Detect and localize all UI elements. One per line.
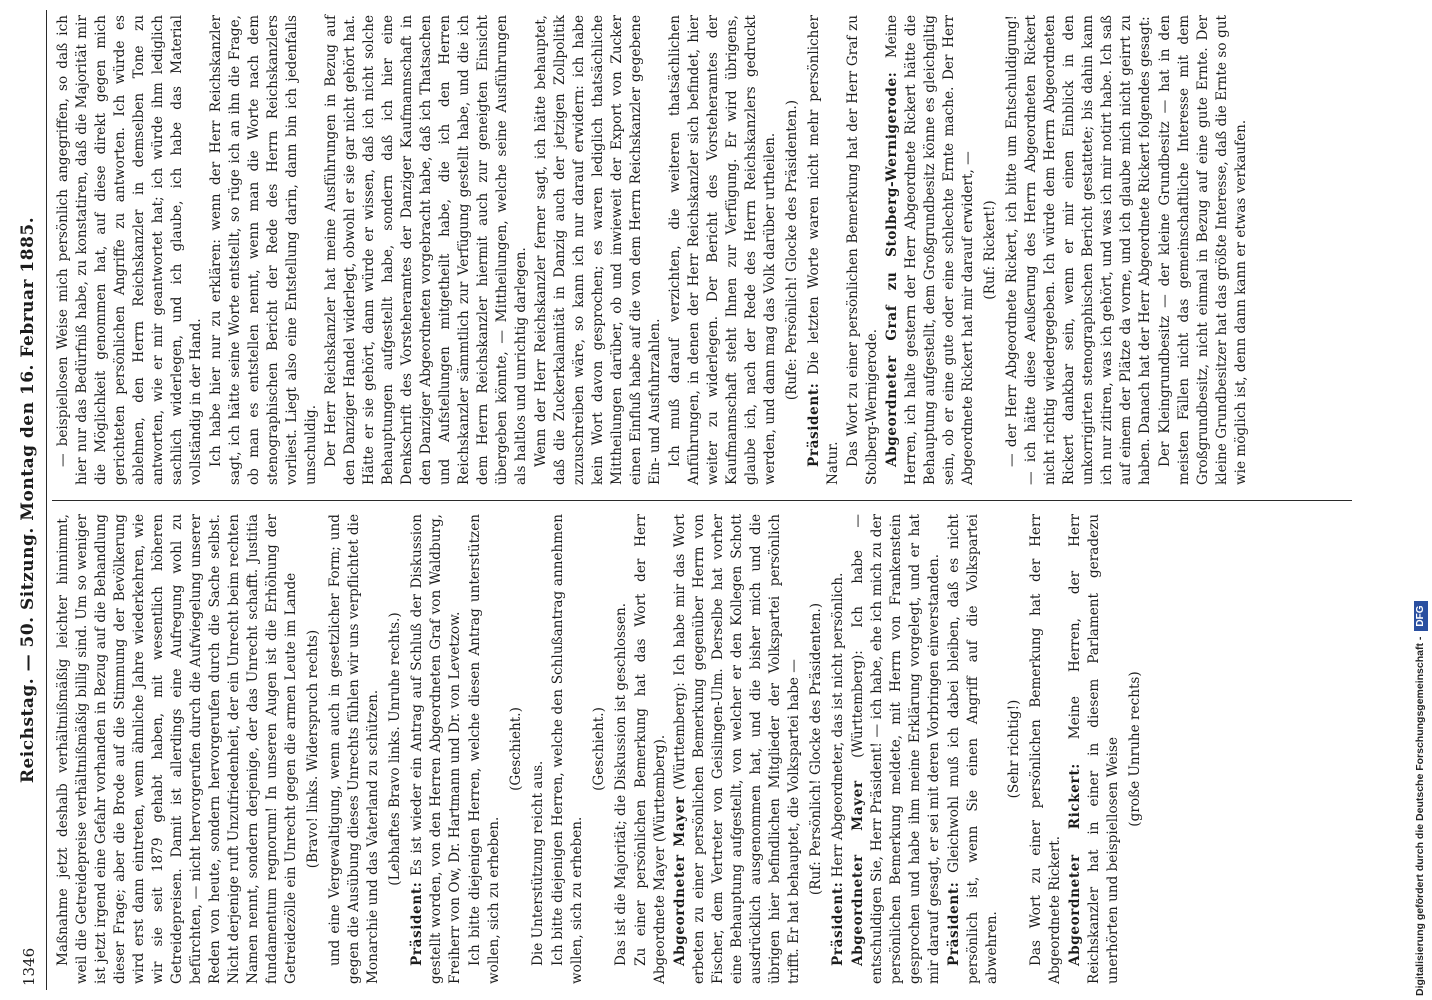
speech-paragraph xyxy=(945,514,1002,984)
digitization-text: Digitalisierung gefördert durch die Deutsche Forschungsgemeinschaft - xyxy=(1414,636,1426,996)
speech-paragraph xyxy=(671,514,804,984)
digitization-strip xyxy=(1410,0,1432,1000)
digitization-notice xyxy=(1414,602,1428,997)
speaker-name: Abgeordneter Graf zu Stolberg-Wernigerode: xyxy=(884,71,900,467)
right-column xyxy=(54,15,1252,485)
speaker-name: Abgeordneter Rickert: xyxy=(1067,763,1083,966)
text-paragraph: Der Herr Reichskanzler hat meine Ausführungen in Bezug auf den Danziger Handel widerlegt, obwohl er sie gar nicht gehört hat. Hätte er sie gehört, dann würde er wissen, daß ich nicht solche Behauptungen aufgestellt habe, sondern daß ich hier eine Denkschrift des Vorsteheramtes der Danziger Kaufmannschaft in den Danziger Abgeordneten vorgebracht habe, daß ich Thatsachen und Aufstellungen mitgetheilt habe, die ich den Herren Reichskanzler sämmtlich zur Verfügung gestellt habe, und die ich dem Herrn Reichskanzler hiermit auch zur geneigten Einsicht übergeben könnte, — Mittheilungen, welche seine Ausführungen als haltlos und unrichtig darlegen. xyxy=(323,15,529,485)
text-paragraph: Ich bitte diejenigen Herren, welche diesen Antrag unterstützen wollen, sich zu erheben. xyxy=(467,514,502,984)
text-paragraph: Maßnahme jetzt deshalb verhältnißmäßig leichter hinnimmt, weil die Getreidepreise verhältnißmäßig billig sind. Um so weniger ist jetzt irgend eine Gefahr vorhanden in Bezug auf die Behandlung dieser Frage; aber die Brode auf die Stimmung der Bevölkerung wird erst dann eintreten, wenn ähnliche Jahre wiederkehren, wie wir sie seit 1879 gehabt haben, mit wesentlich höheren Getreidepreisen. Damit ist allerdings eine Aufregung wohl zu befürchten, — nicht hervorgerufen durch die Aufwiegelung unserer Reden von heute, sondern hervorgerufen durch die Sache selbst. Nicht derjenige ruft Unzufriedenheit, der ein Unrecht beim rechten Namen nennt, sondern derjenige, der das Unrecht schafft. Justitia fundamentum regnorum! In unseren Augen ist die Erhöhung der Getreidezölle ein Unrecht gegen die armen Leute im Lande xyxy=(55,514,299,984)
stage-direction: (Sehr richtig!) xyxy=(1006,699,1022,799)
rotated-document-page xyxy=(8,10,1398,990)
text-paragraph: Zu einer persönlichen Bemerkung hat das Wort der Herr Abgeordnete Mayer (Württemberg). xyxy=(633,514,668,984)
speaker-name: Abgeordneter Mayer xyxy=(672,796,688,966)
text-paragraph: Das Wort zu einer persönlichen Bemerkung hat der Herr Abgeordnete Rickert. xyxy=(1028,514,1063,984)
stage-direction: (große Unruhe rechts) xyxy=(1127,671,1143,827)
column-divider xyxy=(52,500,1352,501)
stage-direction: (Rufe: Persönlich! Glocke des Präsidenten.) xyxy=(784,99,800,401)
speech-paragraph xyxy=(883,15,978,485)
text-paragraph: Ich habe hier nur zu erklären: wenn der Herr Reichskanzler sagt, ich hätte seine Worte entstellt, so rüge ich an ihn die Frage, ob man es entstellen nennt, wenn man die Worte nach dem stenographischen Bericht der Rede des Herrn Reichskanzlers vorliest. Liegt also eine Entstellung darin, dann bin ich jedenfalls unschuldig. xyxy=(208,15,319,485)
text-paragraph: — der Herr Abgeordnete Rickert, ich bitte um Entschuldigung! — ich hätte diese Aeußerung des Herrn Abgeordneten Rickert nicht richtig wiedergegeben. Ich würde dem Herrn Abgeordneten Rickert dankbar sein, wenn er mir einen Einblick in den unkorrigirten stenographischen Bericht gestattete; bis dahin kann ich nur zitiren, was ich gehört, und was ich mir notirt habe. Ich saß auf einem der Plätze da vorne, und ich glaube mich nicht geirrt zu haben. Danach hat der Herr Abgeordnete Rickert folgendes gesagt: xyxy=(1004,15,1153,485)
text-paragraph: Das Wort zu einer persönlichen Bemerkung hat der Herr Graf zu Stolberg-Wernigerode. xyxy=(845,15,880,485)
dfg-logo: DFG xyxy=(1414,602,1428,631)
speaker-name: Präsident: xyxy=(409,881,425,966)
speech-text: Meine Herren, der Herr Reichskanzler hat in einer in diesem Parlament geradezu unerhörten und beispiellosen Weise xyxy=(1067,514,1121,984)
speech-paragraph xyxy=(1066,514,1123,984)
page-number: 1346 xyxy=(20,947,38,986)
stage-direction: (Ruf: Rickert!) xyxy=(982,200,998,300)
page-header xyxy=(8,10,47,990)
speech-paragraph xyxy=(408,514,465,984)
speaker-name: Präsident: xyxy=(806,382,822,467)
speech-text: Es ist wieder ein Antrag auf Schluß der Diskussion gestellt worden, von den Herren Abgeordneten Graf von Waldburg, Freiherr von Ow, Dr. Hartmann und Dr. von Levetzow. xyxy=(409,514,463,984)
speech-text: Gleichwohl muß ich dabei bleiben, daß es nicht persönlich ist, wenn Sie einen Angriff auf die Volkspartei abwehren. xyxy=(946,514,1000,984)
speech-text: Die letzten Worte waren nicht mehr persönlicher Natur. xyxy=(806,15,841,485)
speaker-name: Präsident: xyxy=(830,881,846,966)
page-title: Reichstag. — 50. Sitzung. Montag den 16. Februar 1885. xyxy=(18,216,38,784)
speech-text: Herr Abgeordneter, das ist nicht persönlich. xyxy=(830,572,846,878)
speech-text: (Württemberg): Ich habe mir das Wort erbeten zu einer persönlichen Bemerkung gegenüber Herrn von Fischer, dem Vertreter von Geislingen-Ulm. Derselbe hat vorher eine Behauptung aufgestellt, von welcher er den Kollegen Schott ausdrücklich ausgenommen hat, und die bisher mich und die übrigen hier befindlichen Mitglieder der Volkspartei persönlich trifft. Er hat behauptet, die Volkspartei habe — xyxy=(672,514,802,984)
speech-paragraph xyxy=(805,15,843,485)
text-paragraph: Das ist die Majorität; die Diskussion ist geschlossen. xyxy=(613,602,629,966)
stage-direction: (Geschieht.) xyxy=(508,707,524,791)
stage-direction: (Geschieht.) xyxy=(591,707,607,791)
text-paragraph: Die Unterstützung reicht aus. xyxy=(530,760,546,966)
speaker-name: Abgeordneter Mayer xyxy=(850,780,866,966)
text-paragraph: — beispiellosen Weise mich persönlich angegriffen, so daß ich hier nur das Bedürfniß habe, zu konstatiren, daß die Majorität mir die Möglichkeit genommen hat, auf diese direkt gegen mich gerichteten persönlichen Angriffe zu antworten. Ich würde es ablehnen, den Herrn Reichskanzler in demselben Tone zu antworten, wie er mir geantwortet hat; ich würde ihm lediglich sachlich widerlegen, und ich glaube, ich habe das Material vollständig in der Hand. xyxy=(55,15,204,485)
text-paragraph: und eine Vergewaltigung, wenn auch in gesetzlicher Form; und gegen die Ausübung dieses Unrechts fühlen wir uns verpflichtet die Monarchie und das Vaterland zu schützen. xyxy=(327,514,381,984)
left-column xyxy=(54,514,1148,984)
stage-direction: (Lebhaftes Bravo links. Unruhe rechts.) xyxy=(387,612,403,886)
text-paragraph: Wenn der Herr Reichskanzler ferner sagt, ich hätte behauptet, daß die Zuckerkalamität in Danzig auch der jetzigen Zollpolitik zuzuschreiben wäre, so kann ich nur darauf erwidern: ich habe kein Wort davon gesprochen; es waren lediglich thatsächliche Mittheilungen darüber, ob und inwieweit der Export von Zucker einen Einfluß habe auf die von dem Herrn Reichskanzler gegebene Ein- und Ausfuhrzahlen. xyxy=(533,15,663,485)
speech-paragraph xyxy=(829,514,848,984)
speech-paragraph xyxy=(849,514,944,984)
speaker-name: Präsident: xyxy=(946,881,962,966)
text-paragraph: Ich bitte diejenigen Herren, welche den Schlußantrag annehmen wollen, sich zu erheben. xyxy=(550,514,585,984)
speech-text: Meine Herren, ich halte gestern der Herr Abgeordnete Rickert hätte die Behauptung aufgestellt, dem Großgrundbesitz könne es gleichgiltig sein, ob er eine gute oder eine schlechte Ernte mache. Der Herr Abgeordnete Rickert hat mir darauf erwidert, — xyxy=(884,15,976,485)
text-paragraph: Ich muß darauf verzichten, die weiteren thatsächlichen Anführungen, in denen der Herr Reichskanzler sich befindet, hier weiter zu widerlegen. Der Bericht des Vorsteheramtes der Kaufmannschaft steht Ihnen zur Verfügung. Er wird übrigens, glaube ich, nach der Rede des Herrn Reichskanzlers gedruckt werden, und dann mag das Volk darüber urtheilen. xyxy=(667,15,778,485)
stage-direction: (Ruf: Persönlich! Glocke des Präsidenten.) xyxy=(808,602,824,896)
stage-direction: (Bravo! links. Widerspruch rechts) xyxy=(305,629,321,869)
text-paragraph: Der Kleingrundbesitz — der kleine Grundbesitz — hat in den meisten Fällen nicht das gemeinschaftliche Interesse mit dem Großgrundbesitz, nicht einmal in Bezug auf eine gute Ernte. Der kleine Grundbesitzer hat das größte Interesse, daß die Ernte so gut wie möglich ist, denn dann kann er etwas verkaufen. xyxy=(1157,15,1249,485)
speech-text: (Württemberg): Ich habe — entschuldigen Sie, Herr Präsident! — ich habe, ehe ich mich zu der persönlichen Bemerkung meldete, mit Herrn von Frankenstein gesprochen und habe ihm meine Erklärung vorgelegt, und er hat mir darauf gesagt, er sei mit deren Vorbringen einverstanden. xyxy=(850,514,942,984)
